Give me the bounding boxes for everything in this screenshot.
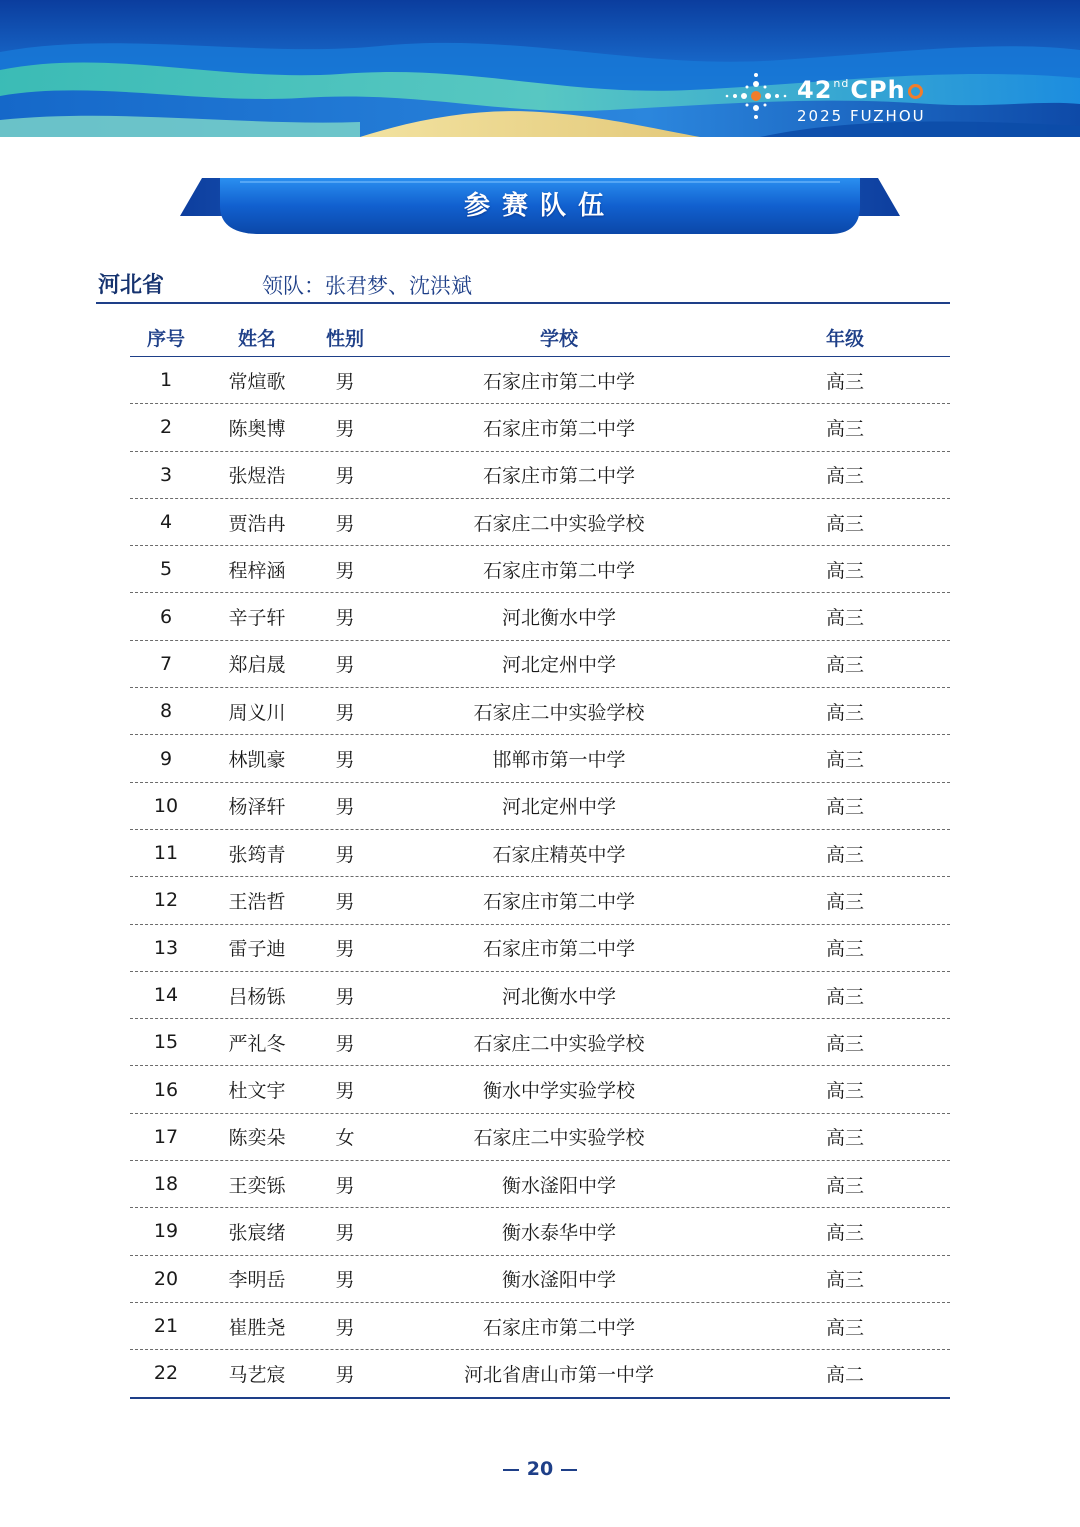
cell-number: 22 (153, 1362, 179, 1385)
cell-grade: 高三 (825, 607, 864, 630)
table-row (130, 877, 950, 924)
table-row (130, 1256, 950, 1303)
cell-school: 河北定州中学 (501, 654, 616, 677)
column-header-grade: 年级 (825, 327, 864, 350)
cell-gender: 男 (335, 796, 355, 819)
cell-name: 马艺宸 (228, 1363, 286, 1386)
cell-gender: 男 (335, 1174, 355, 1197)
cell-number: 13 (153, 936, 179, 959)
cell-number: 5 (159, 558, 173, 581)
cell-school: 石家庄二中实验学校 (473, 512, 645, 535)
cell-name: 张筠青 (228, 843, 286, 866)
cell-grade: 高三 (825, 559, 864, 582)
cell-school: 石家庄市第二中学 (482, 417, 635, 440)
cell-grade: 高三 (825, 1032, 864, 1055)
column-header-gender: 性别 (325, 327, 364, 350)
cell-grade: 高三 (825, 1127, 864, 1150)
cell-number: 4 (159, 511, 173, 534)
cell-name: 郑启晟 (228, 654, 286, 677)
cell-number: 15 (153, 1031, 179, 1054)
table-row (130, 688, 950, 735)
table-row (130, 972, 950, 1019)
table-row (130, 452, 950, 499)
cell-grade: 高三 (825, 749, 864, 772)
cell-name: 王奕铄 (228, 1174, 286, 1197)
cell-name: 林凯豪 (228, 749, 286, 772)
table-row (130, 593, 950, 640)
table-row (130, 641, 950, 688)
cell-number: 8 (159, 700, 173, 723)
cell-number: 12 (153, 889, 179, 912)
cell-grade: 高三 (825, 796, 864, 819)
cell-school: 石家庄二中实验学校 (473, 701, 645, 724)
cell-grade: 高三 (825, 985, 864, 1008)
cell-name: 杨泽轩 (228, 796, 286, 819)
cell-school: 石家庄市第二中学 (482, 890, 635, 913)
cell-name: 贾浩冉 (228, 512, 286, 535)
cell-school: 衡水中学实验学校 (482, 1080, 635, 1103)
table-row (130, 546, 950, 593)
cell-gender: 男 (335, 654, 355, 677)
cell-name: 程梓涵 (228, 559, 286, 582)
cell-gender: 男 (335, 843, 355, 866)
cell-school: 河北衡水中学 (501, 607, 616, 630)
team-leaders: 领队：张君梦、沈洪斌 (262, 274, 472, 298)
cell-number: 21 (153, 1315, 179, 1338)
cell-school: 石家庄市第二中学 (482, 1316, 635, 1339)
cell-name: 李明岳 (228, 1269, 286, 1292)
table-row (130, 404, 950, 451)
cell-gender: 男 (335, 1316, 355, 1339)
cell-number: 18 (153, 1173, 179, 1196)
cell-number: 9 (159, 747, 173, 770)
cell-number: 11 (153, 842, 179, 865)
table-header (130, 318, 950, 357)
cell-gender: 男 (335, 1269, 355, 1292)
table-row (130, 499, 950, 546)
cell-gender: 男 (335, 1363, 355, 1386)
cell-name: 严礼冬 (228, 1032, 286, 1055)
cell-grade: 高三 (825, 1080, 864, 1103)
cell-grade: 高三 (825, 843, 864, 866)
cell-name: 崔胜尧 (228, 1316, 286, 1339)
cell-grade: 高三 (825, 701, 864, 724)
table-row (130, 735, 950, 782)
cell-name: 辛子轩 (228, 607, 286, 630)
table-row (130, 925, 950, 972)
header-divider (96, 302, 950, 304)
cell-grade: 高三 (825, 1221, 864, 1244)
column-header-number: 序号 (146, 327, 185, 350)
cell-gender: 男 (335, 559, 355, 582)
cell-grade: 高三 (825, 890, 864, 913)
event-logo (797, 70, 926, 126)
cell-school: 石家庄精英中学 (492, 843, 626, 866)
cell-school: 河北衡水中学 (501, 985, 616, 1008)
cell-school: 邯郸市第一中学 (492, 749, 626, 772)
province-name: 河北省 (98, 273, 165, 298)
cell-gender: 男 (335, 465, 355, 488)
table-row (130, 830, 950, 877)
page-number (0, 1456, 1080, 1482)
table-row (130, 357, 950, 404)
cell-name: 杜文宇 (228, 1080, 286, 1103)
cell-number: 10 (153, 794, 179, 817)
table-row (130, 1208, 950, 1255)
column-header-school: 学校 (539, 327, 578, 350)
cell-school: 石家庄二中实验学校 (473, 1032, 645, 1055)
cell-school: 石家庄市第二中学 (482, 370, 635, 393)
logo-sparkle-icon (724, 66, 788, 126)
cell-name: 陈奥博 (228, 417, 286, 440)
cell-grade: 高三 (825, 417, 864, 440)
table-row (130, 783, 950, 830)
logo-ring-icon (908, 84, 923, 99)
cell-number: 1 (159, 369, 173, 392)
cell-number: 7 (159, 652, 173, 675)
cell-gender: 男 (335, 512, 355, 535)
cell-grade: 高二 (825, 1363, 864, 1386)
cell-gender: 男 (335, 749, 355, 772)
cell-school: 石家庄二中实验学校 (473, 1127, 645, 1150)
cell-name: 雷子迪 (228, 938, 286, 961)
cell-name: 王浩哲 (228, 890, 286, 913)
logo-ordinal: nd (833, 77, 850, 90)
cell-gender: 男 (335, 1221, 355, 1244)
cell-grade: 高三 (825, 1174, 864, 1197)
cell-school: 河北定州中学 (501, 796, 616, 819)
cell-gender: 男 (335, 938, 355, 961)
cell-gender: 男 (335, 417, 355, 440)
cell-school: 衡水滏阳中学 (501, 1174, 616, 1197)
cell-school: 衡水滏阳中学 (501, 1269, 616, 1292)
cell-number: 19 (153, 1220, 179, 1243)
column-header-name: 姓名 (237, 327, 276, 350)
cell-school: 石家庄市第二中学 (482, 559, 635, 582)
cell-gender: 男 (335, 1032, 355, 1055)
cell-gender: 男 (335, 890, 355, 913)
cell-gender: 男 (335, 607, 355, 630)
page-number-value: 20 (526, 1458, 554, 1480)
cell-grade: 高三 (825, 1269, 864, 1292)
cell-gender: 男 (335, 985, 355, 1008)
cell-grade: 高三 (825, 512, 864, 535)
logo-acronym: CPh (850, 76, 906, 104)
roster-table (130, 318, 950, 1399)
cell-number: 2 (159, 416, 173, 439)
table-row (130, 1114, 950, 1161)
cell-name: 陈奕朵 (228, 1127, 286, 1150)
cell-name: 张宸绪 (228, 1221, 286, 1244)
cell-school: 石家庄市第二中学 (482, 938, 635, 961)
cell-name: 常煊歌 (228, 370, 286, 393)
logo-subtitle: 2025 FUZHOU (797, 107, 926, 125)
cell-gender: 女 (335, 1127, 355, 1150)
page-dash-left (503, 1469, 519, 1471)
cell-grade: 高三 (825, 938, 864, 961)
table-row (130, 1161, 950, 1208)
section-title: 参赛队伍 (463, 191, 616, 221)
cell-number: 3 (159, 463, 173, 486)
cell-name: 吕杨铄 (228, 985, 286, 1008)
table-row (130, 1019, 950, 1066)
cell-number: 14 (153, 984, 179, 1006)
table-body (130, 357, 950, 1399)
cell-gender: 男 (335, 701, 355, 724)
logo-title (797, 70, 926, 104)
logo-number: 42 (797, 76, 833, 104)
page-dash-right (561, 1469, 577, 1471)
cell-school: 石家庄市第二中学 (482, 465, 635, 488)
cell-school: 河北省唐山市第一中学 (463, 1363, 654, 1386)
cell-grade: 高三 (825, 654, 864, 677)
cell-number: 20 (153, 1267, 179, 1290)
table-row (130, 1350, 950, 1398)
cell-name: 周义川 (228, 701, 286, 724)
cell-grade: 高三 (825, 370, 864, 393)
cell-number: 17 (153, 1125, 179, 1148)
cell-name: 张煜浩 (228, 465, 286, 488)
cell-grade: 高三 (825, 1316, 864, 1339)
table-row (130, 1066, 950, 1113)
cell-grade: 高三 (825, 465, 864, 488)
cell-number: 6 (159, 605, 173, 628)
cell-gender: 男 (335, 370, 355, 393)
table-row (130, 1303, 950, 1350)
cell-number: 16 (153, 1078, 179, 1101)
cell-gender: 男 (335, 1080, 355, 1103)
cell-school: 衡水泰华中学 (501, 1221, 616, 1244)
